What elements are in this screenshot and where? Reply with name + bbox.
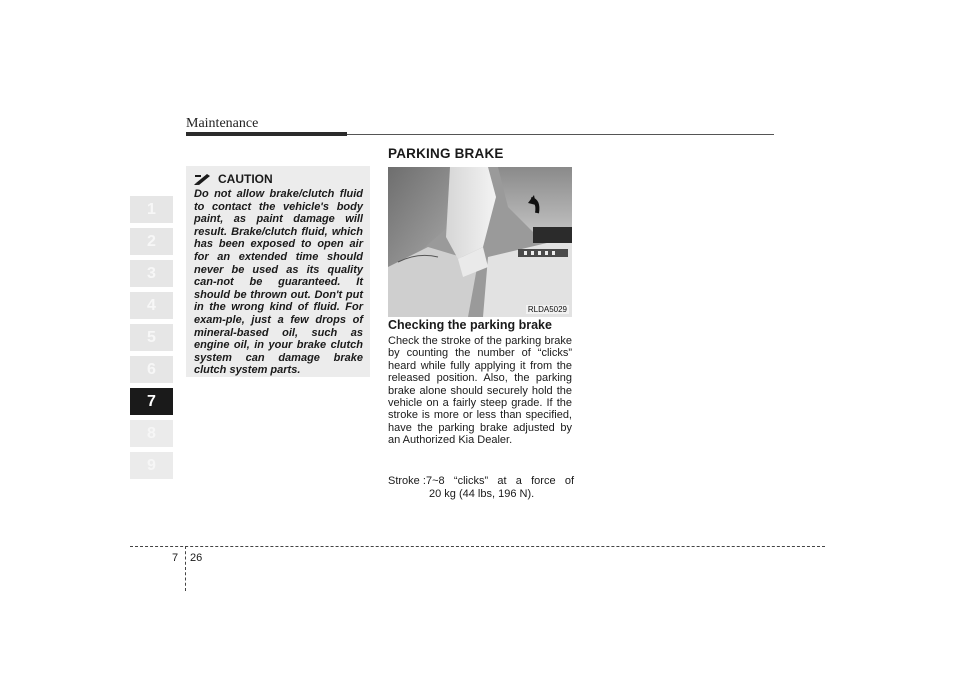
chapter-tabs [130,196,173,484]
caution-title: CAUTION [218,172,273,186]
footer-page-number: 26 [190,552,203,564]
caution-header [194,172,363,186]
body-text: Check the stroke of the parking brake by counting the number of “clicks” heard while fully applying it from the released position. Also, the parking brake alone should securely hold the vehicle on a fairly steep grade. If the stroke is more or less than specified, have the parking brake adjusted by an Authorized Kia Dealer. [388,335,572,447]
chapter-tab-1[interactable]: 1 [130,196,173,223]
chapter-tab-7[interactable]: 7 [130,388,173,415]
header-rule-thin [347,134,774,135]
chapter-tab-3[interactable]: 3 [130,260,173,287]
chapter-tab-2[interactable]: 2 [130,228,173,255]
sub-heading: Checking the parking brake [388,318,552,332]
photo-code: RLDA5029 [527,305,567,314]
footer-chapter-number: 7 [172,552,179,564]
header-rule-thick [186,132,347,136]
stroke-spec [388,475,574,500]
chapter-tab-5[interactable]: 5 [130,324,173,351]
stroke-value-line2: 20 kg (44 lbs, 196 N). [429,487,535,500]
chapter-tab-9[interactable]: 9 [130,452,173,479]
chapter-tab-8[interactable]: 8 [130,420,173,447]
chapter-tab-4[interactable]: 4 [130,292,173,319]
pencil-icon [194,173,212,185]
parking-brake-photo [388,167,572,317]
stroke-label: Stroke : [388,475,426,487]
chapter-tab-6[interactable]: 6 [130,356,173,383]
stroke-value-line1: 7~8 “clicks” at a force of [426,475,574,487]
caution-text: Do not allow brake/clutch fluid to contact the vehicle's body paint, as paint damage will result. Brake/clutch fluid, which has been exposed to open air for an extended time should never be used as its quality can-not be guaranteed. It should be thrown out. Don't put in the wrong kind of fluid. For exam-ple, just a few drops of mineral-based oil, such as engine oil, in your brake clutch system can damage brake clutch system parts. [194,188,363,377]
parking-brake-illustration [388,167,572,317]
header-title: Maintenance [186,116,259,131]
section-title: PARKING BRAKE [388,146,504,161]
footer-rule [130,546,825,547]
footer-divider [185,546,186,591]
caution-box [186,166,370,377]
